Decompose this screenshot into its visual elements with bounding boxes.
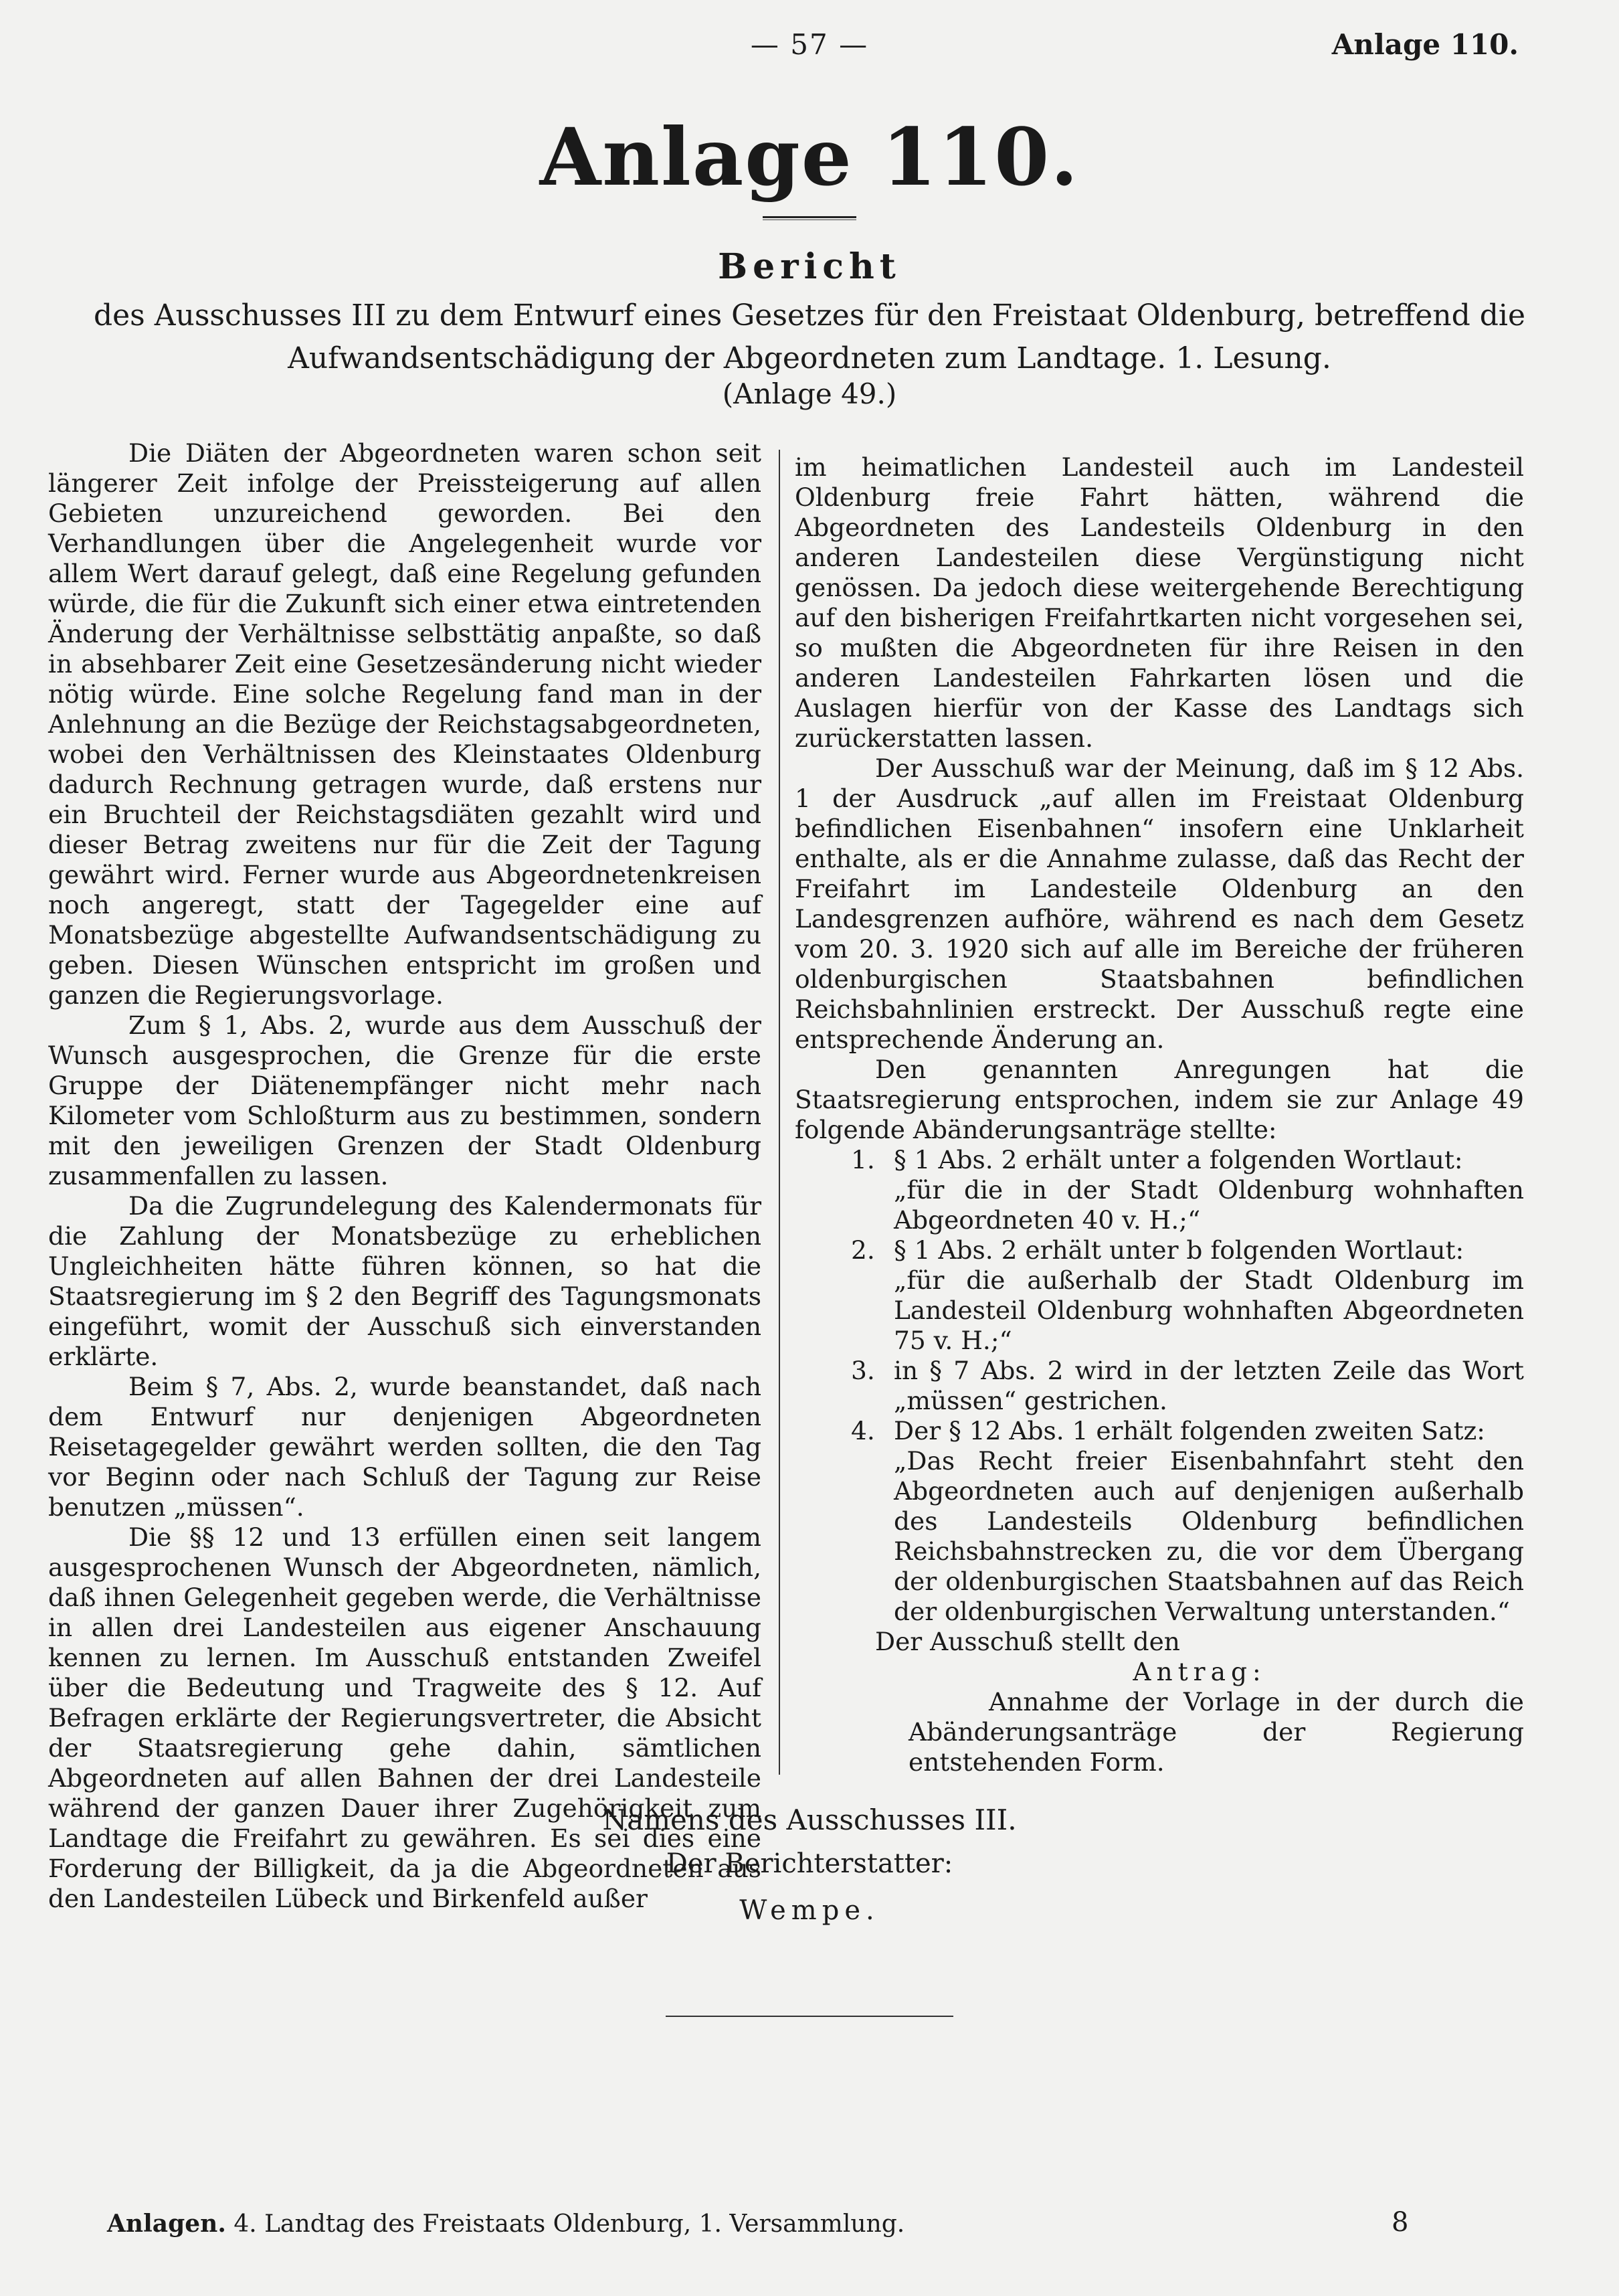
paragraph: Da die Zugrundelegung des Kalendermonats für die Zahlung der Monatsbezüge zu erheblichen Ungleichheiten hätte führen können, so hat die Staatsregierung im § 2 den Begriff des Tagungsmonats eingeführt, womit der Ausschuß sich einverstanden erklärte. (48, 1191, 761, 1371)
list-item (795, 1416, 1524, 1627)
report-heading: Bericht (718, 246, 901, 287)
list-item (795, 1235, 1524, 1356)
list-item-quote: „für die in der Stadt Oldenburg wohnhaften Abgeordneten 40 v. H.;“ (894, 1175, 1524, 1235)
paragraph: Die §§ 12 und 13 erfüllen einen seit langem ausgesprochenen Wunsch der Abgeordneten, nämlich, daß ihnen Gelegenheit gegeben werde, die Verhältnisse in allen drei Landesteilen aus eigener Anschauung kennen zu lernen. Im Ausschuß entstanden Zweifel über die Bedeutung und Tragweite des § 12. Auf Befragen erklärte der Regierungsvertreter, die Absicht der Staatsregierung gehe dahin, sämtlichen Abgeordneten auf allen Bahnen der drei Landesteile während der ganzen Dauer ihrer Zugehörigkeit zum Landtage die Freifahrt zu gewähren. Es sei dies eine Forderung der Billigkeit, da ja die Abgeordneten aus den Landesteilen Lübeck und Birkenfeld außer (48, 1522, 761, 1913)
paragraph: Beim § 7, Abs. 2, wurde beanstandet, daß nach dem Entwurf nur denjenigen Abgeordneten Reisetagegelder gewährt werden sollten, die den Tag vor Beginn oder nach Schluß der Tagung zur Reise benutzen „müssen“. (48, 1372, 761, 1522)
footer-text: 4. Landtag des Freistaats Oldenburg, 1. Versammlung. (233, 2210, 905, 2238)
page-number: — 57 — (750, 28, 869, 61)
signature-committee: Namens des Ausschusses III. (602, 1803, 1017, 1836)
report-reference: (Anlage 49.) (722, 377, 897, 410)
report-subtitle: des Ausschusses III zu dem Entwurf eines Gesetzes für den Freistaat Oldenburg, betreffend die Aufwandsentschädigung der Abgeordneten zum Landtage. 1. Lesung. (93, 298, 1526, 375)
list-item-quote: „für die außerhalb der Stadt Oldenburg im Landesteil Oldenburg wohnhaften Abgeordneten 75 v. H.;“ (894, 1265, 1524, 1355)
signature-name: Wempe. (739, 1895, 880, 1926)
page-title: Anlage 110. (539, 110, 1080, 203)
motion-text: Annahme der Vorlage in der durch die Abänderungsanträge der Regierung entstehenden Form. (909, 1687, 1524, 1777)
list-item-text: in § 7 Abs. 2 wird in der letzten Zeile das Wort „müssen“ gestrichen. (894, 1356, 1524, 1415)
paragraph: Der Ausschuß war der Meinung, daß im § 12 Abs. 1 der Ausdruck „auf allen im Freistaat Oldenburg befindlichen Eisenbahnen“ insofern eine Unklarheit enthalte, als er die Annahme zulasse, daß das Recht der Freifahrt im Landesteile Oldenburg an den Landesgrenzen aufhöre, während es nach dem Gesetz vom 20. 3. 1920 sich auf alle im Bereiche der früheren oldenburgischen Staatsbahnen befindlichen Reichsbahnlinien erstreckt. Der Ausschuß regte eine entsprechende Änderung an. (795, 754, 1524, 1054)
list-item-number: 1. (851, 1145, 875, 1174)
amendment-list (795, 1145, 1524, 1627)
list-item-number: 4. (851, 1416, 875, 1445)
footer (107, 2210, 904, 2238)
title-rule-thin (763, 219, 856, 220)
list-item-number: 2. (851, 1235, 875, 1265)
closing-rule (666, 2016, 953, 2017)
footer-label: Anlagen. (107, 2210, 226, 2238)
paragraph-continuation: im heimatlichen Landesteil auch im Landesteil Oldenburg freie Fahrt hätten, während die Abgeordneten des Landesteils Oldenburg in den anderen Landesteilen diese Vergünstigung nicht genössen. Da jedoch diese weitergehende Berechtigung auf den bisherigen Freifahrtkarten nicht vorgesehen sei, so mußten die Abgeordneten für ihre Reisen in den anderen Landesteilen Fahrkarten lösen und die Auslagen hierfür von der Kasse des Landtags sich zurückerstatten lassen. (795, 452, 1524, 753)
list-item-number: 3. (851, 1356, 875, 1385)
sheet-number: 8 (1392, 2207, 1409, 2238)
paragraph: Den genannten Anregungen hat die Staatsregierung entsprochen, indem sie zur Anlage 49 folgende Abänderungsanträge stellte: (795, 1055, 1524, 1144)
paragraph: Zum § 1, Abs. 2, wurde aus dem Ausschuß der Wunsch ausgesprochen, die Grenze für die erste Gruppe der Diätenempfänger nicht mehr nach Kilometer vom Schloßturm aus zu bestimmen, sondern mit den jeweiligen Grenzen der Stadt Oldenburg zusammenfallen zu lassen. (48, 1010, 761, 1190)
list-item-text: § 1 Abs. 2 erhält unter b folgenden Wortlaut: (894, 1235, 1464, 1265)
list-item (795, 1145, 1524, 1235)
list-item-text: § 1 Abs. 2 erhält unter a folgenden Wortlaut: (894, 1145, 1463, 1174)
motion-title: Antrag: (1133, 1657, 1266, 1686)
title-rule (763, 216, 856, 218)
left-column (48, 438, 761, 1913)
motion-intro: Der Ausschuß stellt den (875, 1627, 1180, 1656)
list-item-quote: „Das Recht freier Eisenbahnfahrt steht den Abgeordneten auch auf denjenigen außerhalb des Landesteils Oldenburg befindlichen Reichsbahnstrecken zu, die vor dem Übergang der oldenburgischen Staatsbahnen auf das Reich der oldenburgischen Verwaltung unterstanden.“ (894, 1446, 1524, 1626)
list-item (795, 1356, 1524, 1416)
paragraph: Die Diäten der Abgeordneten waren schon seit längerer Zeit infolge der Preissteigerung auf allen Gebieten unzureichend geworden. Bei den Verhandlungen über die Angelegenheit wurde vor allem Wert darauf gelegt, daß eine Regelung gefunden würde, die für die Zukunft sich einer etwa eintretenden Änderung der Verhältnisse selbsttätig anpaßte, so daß in absehbarer Zeit eine Gesetzesänderung nicht wieder nötig würde. Eine solche Regelung fand man in der Anlehnung an die Bezüge der Reichstagsabgeordneten, wobei den Verhältnissen des Kleinstaates Oldenburg dadurch Rechnung getragen wurde, daß erstens nur ein Bruchteil der Reichstagsdiäten gezahlt wird und dieser Betrag zweitens nur für die Zeit der Tagung gewährt wird. Ferner wurde aus Abgeordnetenkreisen noch angeregt, statt der Tagegelder eine auf Monatsbezüge abgestellte Aufwandsentschädigung zu geben. Diesen Wünschen entspricht im großen und ganzen die Regierungsvorlage. (48, 438, 761, 1010)
signature-role: Der Berichterstatter: (666, 1848, 953, 1879)
running-head-anlage: Anlage 110. (1331, 28, 1519, 61)
right-column (795, 452, 1524, 1777)
list-item-text: Der § 12 Abs. 1 erhält folgenden zweiten Satz: (894, 1416, 1485, 1445)
column-divider (779, 450, 780, 1775)
